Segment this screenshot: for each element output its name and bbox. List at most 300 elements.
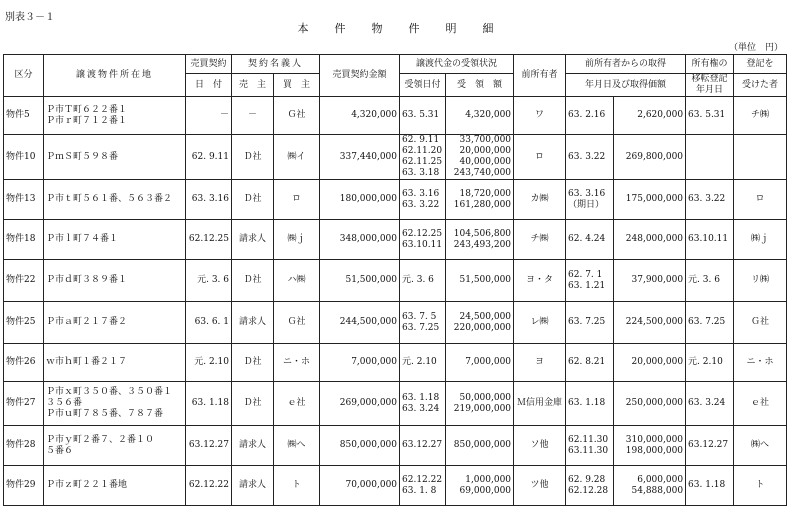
table-row xyxy=(4,466,787,506)
cell-amount-line: 4,320,000 xyxy=(351,110,398,120)
cell-amount-line: 269,000,000 xyxy=(339,398,398,408)
cell-seller-line: Ｄ社 xyxy=(243,275,262,285)
header-contract-date-sub: 日 付 xyxy=(186,74,232,97)
header-receipt-amount: 受 領 額 xyxy=(446,74,514,97)
cell-prev-date-line: 62. 7. 1 xyxy=(568,269,603,280)
cell-registrant-line: Ｇ社 xyxy=(751,317,770,327)
cell-seller xyxy=(232,426,274,466)
cell-buyer xyxy=(274,135,320,180)
cell-transfer-date-line: 元. 2.10 xyxy=(688,357,723,367)
cell-location-line: ３５６番 xyxy=(46,398,83,408)
cell-contract-date xyxy=(186,220,232,260)
cell-receipt-date-line: 元. 3. 6 xyxy=(402,275,434,285)
cell-prev-date xyxy=(566,426,614,466)
cell-contract-date xyxy=(186,466,232,506)
cell-transfer-date xyxy=(686,466,734,506)
cell-id-line: 物件13 xyxy=(6,194,36,204)
cell-id xyxy=(4,426,44,466)
cell-transfer-date xyxy=(686,180,734,220)
cell-location-line: Ｐ市ｄ町３８９番１ xyxy=(46,275,128,285)
cell-seller xyxy=(232,220,274,260)
cell-receipt-date xyxy=(400,302,446,344)
unit-label: （単位 円） xyxy=(728,43,783,53)
cell-receipt-amount-line: 50,000,000 xyxy=(459,392,512,403)
cell-registrant-line: ㈱へ xyxy=(751,440,770,450)
cell-location xyxy=(44,426,186,466)
cell-registrant xyxy=(734,466,787,506)
cell-receipt-amount xyxy=(446,466,514,506)
cell-location-line: Ｐ市ｙ町２番７、２番１０ xyxy=(46,434,155,445)
cell-buyer-line: Ｇ社 xyxy=(287,317,306,327)
cell-prev-date-line: 62. 8.21 xyxy=(568,357,606,367)
cell-registrant xyxy=(734,180,787,220)
cell-id xyxy=(4,302,44,344)
cell-contract-date-line: 63. 1.18 xyxy=(191,398,229,408)
cell-seller xyxy=(232,382,274,426)
cell-amount-line: 70,000,000 xyxy=(345,480,398,490)
cell-receipt-amount-line: 20,000,000 xyxy=(459,146,512,156)
cell-location xyxy=(44,344,186,382)
cell-prev-owner-line: カ㈱ xyxy=(530,194,549,204)
cell-prev-value xyxy=(614,97,686,135)
cell-prev-date-line: 63. 3.22 xyxy=(568,151,606,162)
cell-id-line: 物件29 xyxy=(6,480,36,490)
cell-receipt-date-line: 元. 2.10 xyxy=(402,357,437,367)
cell-amount-line: 51,500,000 xyxy=(345,275,398,285)
cell-prev-owner-line: ヨ・タ xyxy=(526,275,554,285)
cell-prev-date xyxy=(566,260,614,302)
cell-prev-date-line: 62. 9.28 xyxy=(568,474,606,485)
cell-receipt-date xyxy=(400,220,446,260)
cell-location-line: Ｐ市ｌ町７４番１ xyxy=(46,234,119,244)
cell-contract-date xyxy=(186,302,232,344)
cell-buyer-line: ㈱へ xyxy=(287,440,306,450)
cell-contract-date xyxy=(186,135,232,180)
cell-prev-value-line: 6,000,000 xyxy=(637,474,684,485)
cell-location xyxy=(44,382,186,426)
cell-amount-line: 244,500,000 xyxy=(339,317,398,327)
cell-location-line: ｗ市ｈ町１番２１７ xyxy=(46,357,128,367)
cell-receipt-amount xyxy=(446,260,514,302)
cell-receipt-date-line: 63. 3.18 xyxy=(402,168,440,178)
cell-id xyxy=(4,260,44,302)
cell-transfer-date-line: 63.10.11 xyxy=(688,234,729,244)
cell-registrant xyxy=(734,344,787,382)
cell-receipt-date xyxy=(400,344,446,382)
cell-prev-owner-line: ワ xyxy=(535,110,545,120)
cell-prev-value-line: 20,000,000 xyxy=(631,357,684,367)
cell-prev-value xyxy=(614,344,686,382)
table-row xyxy=(4,180,787,220)
cell-transfer-date-line: 63. 3.24 xyxy=(688,398,726,408)
cell-receipt-date xyxy=(400,135,446,180)
cell-receipt-amount xyxy=(446,97,514,135)
cell-transfer-date-line: 63. 7.25 xyxy=(688,317,726,327)
cell-id-line: 物件25 xyxy=(6,317,36,327)
table-row xyxy=(4,135,787,180)
cell-transfer-date-line: 63. 1.18 xyxy=(688,480,726,490)
cell-buyer-line: ｅ社 xyxy=(287,398,306,408)
cell-amount-line: 337,440,000 xyxy=(339,151,398,162)
cell-prev-date-line: 62.12.28 xyxy=(568,485,609,496)
cell-prev-value xyxy=(614,220,686,260)
cell-registrant xyxy=(734,97,787,135)
cell-seller xyxy=(232,466,274,506)
cell-amount xyxy=(320,135,400,180)
cell-buyer xyxy=(274,220,320,260)
cell-contract-date xyxy=(186,426,232,466)
table-row xyxy=(4,426,787,466)
header-receipt: 譲渡代金の受領状況 xyxy=(400,55,514,74)
cell-receipt-amount-line: 161,280,000 xyxy=(453,199,512,210)
page-title: 本件物件明細 xyxy=(297,22,520,35)
cell-location xyxy=(44,220,186,260)
cell-receipt-amount-line: 33,700,000 xyxy=(459,135,512,145)
cell-registrant xyxy=(734,220,787,260)
cell-amount xyxy=(320,344,400,382)
header-prev-acq-sub: 年月日及び取得価額 xyxy=(566,74,686,97)
cell-id-line: 物件5 xyxy=(6,110,30,120)
cell-receipt-amount-line: 104,506,800 xyxy=(453,228,512,239)
cell-contract-date-line: 63. 6. 1 xyxy=(194,317,229,327)
cell-transfer-date-line: 63.12.27 xyxy=(688,440,729,450)
table-row xyxy=(4,260,787,302)
cell-prev-owner-line: ヨ xyxy=(535,357,545,367)
table-row xyxy=(4,382,787,426)
cell-location-line: Ｐ市ａ町２１７番２ xyxy=(46,317,128,327)
cell-contract-date-line: － xyxy=(219,110,229,120)
cell-receipt-date xyxy=(400,466,446,506)
cell-prev-owner xyxy=(514,180,566,220)
cell-receipt-date-line: 63. 7. 5 xyxy=(402,311,437,322)
cell-registrant-line: ト xyxy=(755,480,765,490)
cell-amount xyxy=(320,302,400,344)
cell-receipt-amount-line: 220,000,000 xyxy=(453,322,512,333)
cell-seller xyxy=(232,180,274,220)
cell-amount xyxy=(320,220,400,260)
cell-amount xyxy=(320,382,400,426)
cell-prev-owner xyxy=(514,97,566,135)
cell-prev-date-line: 62. 4.24 xyxy=(568,234,606,244)
cell-prev-value-line: 224,500,000 xyxy=(625,317,684,327)
cell-location xyxy=(44,97,186,135)
cell-prev-owner-line: Ｍ信用金庫 xyxy=(517,398,563,408)
cell-prev-owner xyxy=(514,260,566,302)
cell-amount-line: 850,000,000 xyxy=(339,440,398,450)
cell-id-line: 物件18 xyxy=(6,234,36,244)
cell-seller-line: Ｄ社 xyxy=(243,194,262,204)
cell-contract-date xyxy=(186,260,232,302)
cell-amount xyxy=(320,180,400,220)
cell-location xyxy=(44,302,186,344)
cell-seller-line: 請求人 xyxy=(238,234,266,244)
cell-transfer-date xyxy=(686,260,734,302)
cell-prev-value-line: 54,888,000 xyxy=(631,485,684,496)
cell-contract-date xyxy=(186,97,232,135)
cell-contract-date-line: 62. 9.11 xyxy=(191,151,229,162)
header-kubun: 区分 xyxy=(4,55,44,97)
cell-id-line: 物件22 xyxy=(6,275,36,285)
cell-prev-date xyxy=(566,302,614,344)
cell-amount xyxy=(320,466,400,506)
cell-amount-line: 7,000,000 xyxy=(351,357,398,367)
cell-transfer-date xyxy=(686,220,734,260)
cell-amount xyxy=(320,426,400,466)
cell-amount xyxy=(320,97,400,135)
cell-seller-line: Ｄ社 xyxy=(243,398,262,408)
cell-buyer-line: ニ・ホ xyxy=(283,357,311,367)
cell-contract-date-line: 元. 3. 6 xyxy=(197,275,229,285)
cell-receipt-amount-line: 4,320,000 xyxy=(465,110,512,120)
cell-receipt-date-line: 62.12.25 xyxy=(402,228,443,239)
cell-receipt-amount-line: 1,000,000 xyxy=(465,474,512,485)
cell-receipt-amount-line: 69,000,000 xyxy=(459,485,512,496)
cell-prev-value-line: 175,000,000 xyxy=(625,194,684,204)
cell-prev-value xyxy=(614,180,686,220)
cell-registrant xyxy=(734,135,787,180)
cell-receipt-date xyxy=(400,426,446,466)
cell-prev-owner xyxy=(514,302,566,344)
cell-location-line: ＰｍＳ町５９８番 xyxy=(46,151,119,162)
cell-prev-date xyxy=(566,382,614,426)
cell-transfer-date xyxy=(686,426,734,466)
cell-seller-line: 請求人 xyxy=(238,317,266,327)
cell-receipt-date xyxy=(400,97,446,135)
cell-contract-date-line: 62.12.25 xyxy=(188,234,229,244)
cell-buyer-line: ロ xyxy=(292,194,302,204)
cell-seller xyxy=(232,260,274,302)
cell-buyer xyxy=(274,260,320,302)
cell-prev-value xyxy=(614,382,686,426)
cell-receipt-amount xyxy=(446,220,514,260)
header-amount: 売買契約金額 xyxy=(320,55,400,97)
cell-transfer-date xyxy=(686,97,734,135)
cell-prev-value xyxy=(614,426,686,466)
cell-location-line: Ｐ市ｕ町７８５番、７８７番 xyxy=(46,409,164,419)
cell-receipt-amount-line: 40,000,000 xyxy=(459,157,512,167)
table-row xyxy=(4,302,787,344)
cell-buyer xyxy=(274,382,320,426)
cell-prev-owner xyxy=(514,426,566,466)
cell-id xyxy=(4,382,44,426)
cell-prev-value-line: 198,000,000 xyxy=(625,445,684,456)
cell-receipt-date-line: 63. 3.24 xyxy=(402,403,440,414)
cell-prev-owner-line: チ㈱ xyxy=(530,234,549,244)
cell-receipt-amount-line: 243,740,000 xyxy=(453,168,512,178)
cell-contract-date xyxy=(186,382,232,426)
cell-prev-value-line: 310,000,000 xyxy=(625,434,684,445)
cell-seller xyxy=(232,135,274,180)
cell-receipt-amount xyxy=(446,302,514,344)
cell-location xyxy=(44,466,186,506)
cell-location-line: Ｐ市ｘ町３５０番、３５０番１ xyxy=(46,387,173,397)
header-seller: 売 主 xyxy=(232,74,274,97)
cell-seller xyxy=(232,97,274,135)
cell-prev-owner xyxy=(514,135,566,180)
cell-receipt-date-line: 63.12.27 xyxy=(402,440,443,450)
cell-prev-owner-line: ツ他 xyxy=(530,480,549,490)
cell-prev-date-line: 63. 7.25 xyxy=(568,317,606,327)
cell-transfer-date xyxy=(686,135,734,180)
cell-receipt-date-line: 62.11.20 xyxy=(402,146,443,156)
cell-contract-date xyxy=(186,180,232,220)
cell-receipt-amount xyxy=(446,426,514,466)
cell-id-line: 物件10 xyxy=(6,151,36,162)
cell-receipt-amount-line: 850,000,000 xyxy=(453,440,512,450)
cell-prev-date xyxy=(566,466,614,506)
header-buyer: 買 主 xyxy=(274,74,320,97)
cell-receipt-amount-line: 18,720,000 xyxy=(459,188,512,199)
reference-label: 別表３－１ xyxy=(5,12,55,23)
cell-registrant xyxy=(734,426,787,466)
cell-receipt-amount xyxy=(446,135,514,180)
cell-buyer xyxy=(274,344,320,382)
table-row xyxy=(4,220,787,260)
cell-prev-date xyxy=(566,344,614,382)
cell-receipt-date-line: 62. 9.11 xyxy=(402,135,440,145)
cell-prev-owner-line: レ㈱ xyxy=(530,317,549,327)
cell-prev-value-line: 250,000,000 xyxy=(625,398,684,408)
header-registrant: 登記を xyxy=(734,55,787,74)
cell-receipt-amount-line: 219,000,000 xyxy=(453,403,512,414)
cell-id xyxy=(4,344,44,382)
cell-location-line: Ｐ市ｔ町５６１番、５６３番２ xyxy=(46,194,173,204)
header-transfer: 所有権の xyxy=(686,55,734,74)
cell-buyer xyxy=(274,97,320,135)
header-receipt-date: 受領日付 xyxy=(400,74,446,97)
cell-prev-value-line: 37,900,000 xyxy=(631,275,684,285)
cell-buyer xyxy=(274,466,320,506)
cell-contract-date-line: 元. 2.10 xyxy=(194,357,229,367)
cell-receipt-amount xyxy=(446,344,514,382)
cell-receipt-date-line: 63. 1. 8 xyxy=(402,485,437,496)
cell-prev-date xyxy=(566,97,614,135)
cell-location-line: Ｐ市ｚ町２２１番地 xyxy=(46,480,128,490)
cell-receipt-date xyxy=(400,382,446,426)
cell-id xyxy=(4,466,44,506)
cell-buyer-line: ㈱ｊ xyxy=(287,234,306,244)
cell-receipt-date-line: 63. 3.22 xyxy=(402,199,440,210)
cell-prev-value-line: 248,000,000 xyxy=(625,234,684,244)
cell-transfer-date xyxy=(686,344,734,382)
header-prev-owner: 前所有者 xyxy=(514,55,566,97)
cell-prev-value xyxy=(614,466,686,506)
cell-receipt-date-line: 63. 7.25 xyxy=(402,322,440,333)
cell-registrant-line: リ㈱ xyxy=(751,275,770,285)
cell-location-line: Ｐ市Ｔ町６２２番１ xyxy=(46,104,128,115)
cell-id-line: 物件27 xyxy=(6,398,36,408)
header-contract-date: 売買契約 xyxy=(186,55,232,74)
cell-transfer-date xyxy=(686,302,734,344)
cell-prev-date-line: 62.11.30 xyxy=(568,434,609,445)
cell-seller-line: Ｄ社 xyxy=(243,151,262,162)
cell-receipt-amount-line: 24,500,000 xyxy=(459,311,512,322)
cell-buyer-line: ト xyxy=(292,480,302,490)
cell-prev-date xyxy=(566,180,614,220)
cell-amount xyxy=(320,260,400,302)
cell-transfer-date-line: 63. 3.22 xyxy=(688,194,726,204)
cell-location xyxy=(44,180,186,220)
header-prev-acq: 前所有者からの取得 xyxy=(566,55,686,74)
cell-receipt-date xyxy=(400,260,446,302)
cell-contract-date-line: 63.12.27 xyxy=(188,440,229,450)
cell-prev-date-line: 63. 3.16 xyxy=(568,188,606,199)
cell-registrant-line: ｅ社 xyxy=(751,398,770,408)
cell-receipt-amount-line: 51,500,000 xyxy=(459,275,512,285)
table-row xyxy=(4,97,787,135)
cell-prev-value xyxy=(614,302,686,344)
cell-seller-line: － xyxy=(247,110,257,120)
cell-id xyxy=(4,135,44,180)
cell-location xyxy=(44,135,186,180)
cell-location-line: Ｐ市ｒ町７１２番１ xyxy=(46,115,128,126)
cell-prev-owner xyxy=(514,382,566,426)
cell-seller-line: 請求人 xyxy=(238,480,266,490)
cell-registrant xyxy=(734,302,787,344)
cell-prev-date xyxy=(566,135,614,180)
cell-transfer-date xyxy=(686,382,734,426)
cell-location xyxy=(44,260,186,302)
header-transfer-sub: 移転登記 年月日 xyxy=(686,74,734,97)
cell-id-line: 物件28 xyxy=(6,440,36,450)
cell-transfer-date-line: 63. 5.31 xyxy=(688,110,726,120)
cell-amount-line: 180,000,000 xyxy=(339,194,398,204)
property-table xyxy=(3,54,787,506)
cell-seller-line: Ｄ社 xyxy=(243,357,262,367)
cell-registrant xyxy=(734,260,787,302)
cell-prev-date-line: 63. 1.18 xyxy=(568,398,606,408)
cell-receipt-amount-line: 243,493,200 xyxy=(453,239,512,250)
cell-prev-owner xyxy=(514,466,566,506)
cell-buyer-line: ㈱イ xyxy=(287,151,306,162)
cell-buyer-line: Ｇ社 xyxy=(287,110,306,120)
cell-receipt-date-line: 63. 1.18 xyxy=(402,392,440,403)
cell-registrant xyxy=(734,382,787,426)
cell-buyer xyxy=(274,302,320,344)
cell-id xyxy=(4,97,44,135)
table-row xyxy=(4,344,787,382)
cell-prev-date-line: 63. 2.16 xyxy=(568,110,606,120)
cell-contract-date xyxy=(186,344,232,382)
cell-receipt-date-line: 62.12.22 xyxy=(402,474,443,485)
cell-prev-owner-line: ソ他 xyxy=(530,440,549,450)
cell-receipt-amount xyxy=(446,382,514,426)
cell-receipt-date-line: 63.10.11 xyxy=(402,239,443,250)
cell-prev-value-line: 2,620,000 xyxy=(637,110,684,120)
cell-id xyxy=(4,220,44,260)
cell-registrant-line: ニ・ホ xyxy=(746,357,774,367)
cell-prev-value xyxy=(614,260,686,302)
header-location: 譲渡物件所在地 xyxy=(44,55,186,97)
cell-buyer xyxy=(274,180,320,220)
cell-receipt-amount xyxy=(446,180,514,220)
cell-receipt-date-line: 63. 5.31 xyxy=(402,110,440,120)
cell-contract-date-line: 62.12.22 xyxy=(188,480,229,490)
header-registrant-sub: 受けた者 xyxy=(734,74,787,97)
cell-buyer-line: ハ㈱ xyxy=(287,275,306,285)
cell-id-line: 物件26 xyxy=(6,357,36,367)
cell-prev-owner-line: ロ xyxy=(535,151,545,162)
cell-seller-line: 請求人 xyxy=(238,440,266,450)
cell-id xyxy=(4,180,44,220)
cell-registrant-line: ㈱ｊ xyxy=(751,234,770,244)
cell-contract-date-line: 63. 3.16 xyxy=(191,194,229,204)
cell-registrant-line: ロ xyxy=(755,194,765,204)
cell-prev-date xyxy=(566,220,614,260)
cell-buyer xyxy=(274,426,320,466)
cell-receipt-date xyxy=(400,180,446,220)
cell-prev-date-line: 63.11.30 xyxy=(568,445,609,456)
